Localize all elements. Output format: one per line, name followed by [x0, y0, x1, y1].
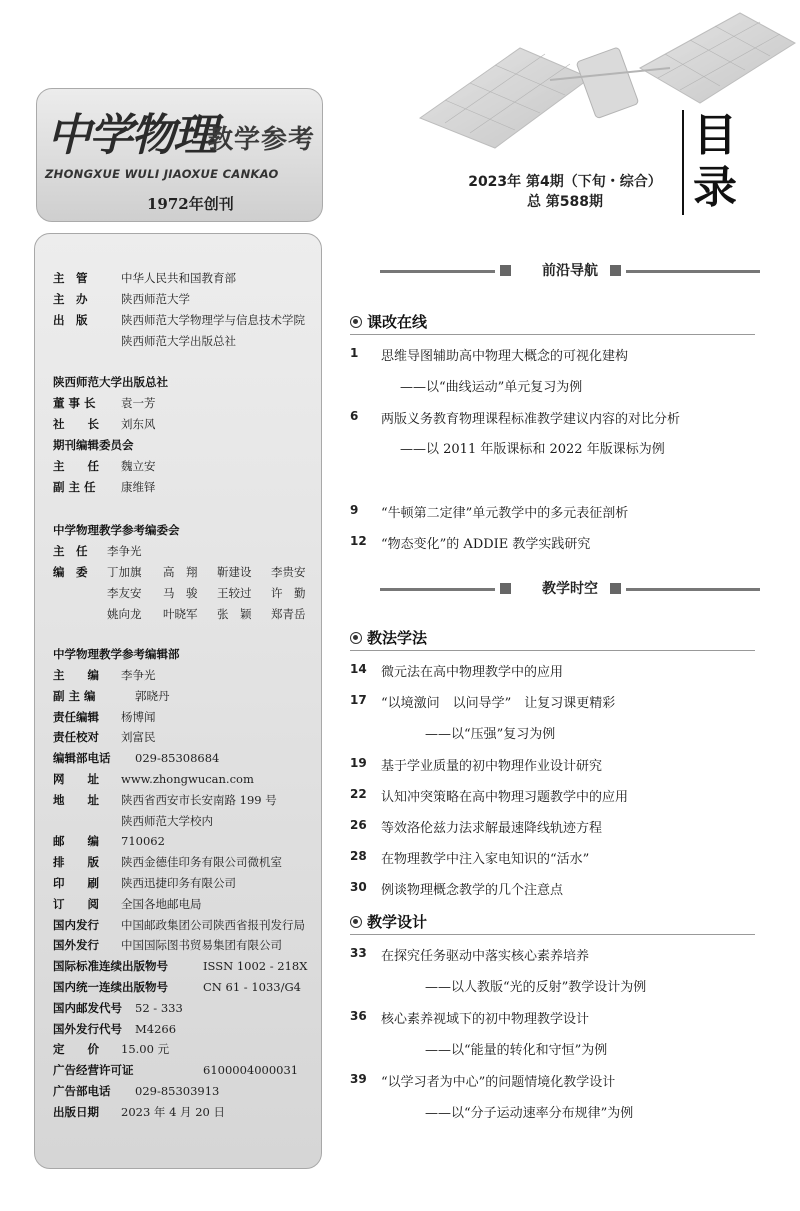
- article-title: 等效洛伦兹力法求解最速降线轨迹方程: [381, 821, 603, 836]
- issue-line-2: 总 第588期: [526, 194, 604, 210]
- article-title: “物态变化”的 ADDIE 教学实践研究: [381, 537, 591, 552]
- colophon-value: 陕西省西安市长安南路 199 号: [121, 792, 277, 807]
- colophon-key: 出 版: [53, 313, 88, 327]
- colophon-key: 广告经营许可证: [53, 1063, 134, 1078]
- colophon-row: [53, 1041, 170, 1057]
- page-number: 1: [350, 346, 359, 360]
- colophon-row: [53, 458, 156, 474]
- colophon-key: 副 主 任: [53, 480, 96, 494]
- colophon-row: [53, 416, 156, 432]
- colophon-key: 社 长: [53, 417, 99, 431]
- article-subtitle: ——以“压强”复习为例: [425, 727, 556, 742]
- banner-teaching: [380, 578, 760, 600]
- colophon-value: 15.00 元: [121, 1042, 170, 1057]
- colophon-key: 网 址: [53, 772, 99, 786]
- article-subtitle: ——以“能量的转化和守恒”为例: [425, 1043, 608, 1058]
- colophon-key: 主 办: [53, 292, 88, 306]
- colophon-row: [53, 792, 277, 808]
- colophon-key: 国内邮发代号: [53, 1000, 122, 1015]
- section-rule: [350, 934, 755, 935]
- article-subtitle: ——以 2011 年版课标和 2022 年版课标为例: [400, 442, 665, 457]
- colophon-value: M4266: [135, 1021, 177, 1036]
- colophon-key: 国内统一连续出版物号: [53, 980, 168, 994]
- colophon-key: 国外发行代号: [53, 1021, 122, 1036]
- logo-main-title: 中学物理: [47, 110, 215, 161]
- colophon-row: [53, 1021, 177, 1037]
- page-number: 26: [350, 818, 367, 832]
- colophon-value: 康维铎: [121, 480, 156, 494]
- banner-rule-right: [626, 270, 760, 273]
- colophon-key: 国外发行: [53, 938, 99, 953]
- colophon-value: CN 61 - 1033/G4: [203, 980, 301, 994]
- section-rule: [350, 650, 755, 651]
- page-number: 17: [350, 693, 367, 707]
- colophon-key: 广告部电话: [53, 1084, 111, 1098]
- board-member: 李友安: [107, 586, 142, 600]
- colophon-key: 主 任: [53, 544, 88, 558]
- colophon-row: [53, 896, 202, 912]
- banner-square: [610, 583, 621, 594]
- page-number: 9: [350, 503, 359, 517]
- toc-divider: [682, 110, 684, 215]
- colophon-value: 郭晓丹: [135, 688, 170, 703]
- colophon-value: 52 - 333: [135, 1000, 183, 1015]
- section-title: 教学设计: [367, 913, 428, 931]
- colophon-key: 国内发行: [53, 917, 99, 932]
- section-title: 课改在线: [367, 313, 428, 331]
- colophon-value: 陕西师范大学物理学与信息技术学院: [121, 313, 305, 327]
- colophon-row: [53, 1000, 183, 1016]
- colophon-value: 陕西师范大学校内: [121, 813, 213, 828]
- article-title: 在探究任务驱动中落实核心素养培养: [381, 949, 590, 964]
- colophon-panel: [34, 233, 322, 1169]
- section-heading: [350, 627, 427, 648]
- colophon-key: 排 版: [53, 855, 99, 870]
- colophon-value: 陕西师范大学: [121, 292, 190, 306]
- colophon-value: 刘东风: [121, 417, 156, 431]
- article-title: 在物理教学中注入家电知识的“活水”: [381, 852, 590, 867]
- article-subtitle: ——以“分子运动速率分布规律”为例: [425, 1106, 634, 1121]
- colophon-key: 编辑部电话: [53, 751, 111, 766]
- colophon-key: 地 址: [53, 792, 99, 807]
- colophon-row: [53, 688, 170, 704]
- colophon-row: [53, 1083, 220, 1099]
- page-number: 28: [350, 849, 367, 863]
- board-member: 叶晓军: [163, 607, 198, 621]
- colophon-value: 029-85308684: [135, 751, 220, 766]
- colophon-row: [53, 667, 156, 683]
- section-heading: [350, 911, 427, 932]
- colophon-row: [53, 875, 236, 891]
- colophon-value: www.zhongwucan.com: [121, 772, 254, 786]
- colophon-row: [53, 771, 254, 787]
- article-title: 两版义务教育物理课程标准教学建议内容的对比分析: [381, 412, 681, 427]
- article-subtitle: ——以人教版“光的反射”教学设计为例: [425, 980, 647, 995]
- banner-title: 前沿导航: [542, 263, 598, 279]
- page-number: 39: [350, 1072, 367, 1086]
- colophon-row: [53, 1062, 299, 1078]
- section-title: 教法学法: [367, 629, 428, 647]
- board-member: 许 勤: [271, 586, 306, 600]
- target-icon: [350, 316, 362, 328]
- colophon-key: 责任编辑: [53, 709, 99, 724]
- article-title: 基于学业质量的初中物理作业设计研究: [381, 759, 603, 774]
- page-number: 6: [350, 409, 359, 423]
- colophon-key: 定 价: [53, 1042, 99, 1057]
- colophon-row: [53, 312, 305, 328]
- colophon-value: 陕西迅捷印务有限公司: [121, 876, 236, 890]
- article-title: “以境激问 以问导学” 让复习课更精彩: [381, 696, 616, 711]
- banner-frontier: [380, 260, 760, 282]
- colophon-value: 6100004000031: [203, 1063, 299, 1078]
- colophon-value: 李争光: [107, 544, 142, 558]
- board-member: 张 颖: [217, 607, 252, 621]
- colophon-value: 魏立安: [121, 459, 156, 473]
- colophon-row: [53, 937, 282, 953]
- colophon-key: 邮 编: [53, 834, 99, 849]
- banner-square: [610, 265, 621, 276]
- colophon-key: 印 刷: [53, 876, 99, 890]
- logo-pinyin: ZHONGXUE WULI JIAOXUE CANKAO: [45, 167, 279, 181]
- logo-subtitle: 教学参考: [207, 125, 316, 155]
- page-number: 19: [350, 756, 367, 770]
- colophon-value: 袁一芳: [121, 396, 156, 410]
- colophon-key: 编 委: [53, 565, 88, 579]
- colophon-row: [53, 291, 190, 307]
- colophon-row: [53, 709, 156, 725]
- article-title: 微元法在高中物理教学中的应用: [381, 665, 564, 680]
- colophon-row: [53, 479, 156, 495]
- colophon-value: 李争光: [121, 668, 156, 682]
- article-title: 核心素养视域下的初中物理教学设计: [381, 1012, 590, 1027]
- colophon-key: 订 阅: [53, 896, 99, 911]
- colophon-value: 刘富民: [121, 730, 156, 745]
- board-member: 丁加旗: [107, 565, 142, 579]
- article-subtitle: ——以“曲线运动”单元复习为例: [400, 380, 583, 395]
- colophon-row: [53, 917, 305, 933]
- colophon-row: [53, 854, 282, 870]
- colophon-row: [53, 1104, 225, 1120]
- colophon-row: [53, 270, 236, 286]
- article-title: 例谈物理概念教学的几个注意点: [381, 883, 564, 898]
- colophon-row: [53, 833, 165, 849]
- founded-year: 1972年创刊: [147, 195, 234, 213]
- page-number: 33: [350, 946, 367, 960]
- page-number: 12: [350, 534, 367, 548]
- board-member: 高 翔: [163, 565, 198, 579]
- colophon-value: 全国各地邮电局: [121, 896, 202, 911]
- colophon-value: 陕西金德佳印务有限公司微机室: [121, 855, 282, 870]
- colophon-value: 710062: [121, 834, 165, 849]
- committee-heading: 期刊编辑委员会: [53, 438, 134, 452]
- article-title: “以学习者为中心”的问题情境化教学设计: [381, 1075, 616, 1090]
- page-number: 14: [350, 662, 367, 676]
- colophon-row: [53, 729, 156, 745]
- colophon-row: [53, 543, 142, 559]
- section-heading: [350, 311, 427, 332]
- target-icon: [350, 632, 362, 644]
- colophon-key: 副 主 编: [53, 688, 96, 703]
- board-member: 靳建设: [217, 565, 252, 579]
- board-members-row: [53, 564, 306, 580]
- colophon-key: 主 管: [53, 271, 88, 285]
- colophon-row: [53, 395, 156, 411]
- press-heading: 陕西师范大学出版总社: [53, 375, 168, 389]
- board-member: 王较过: [217, 586, 252, 600]
- colophon-row: [53, 750, 220, 766]
- colophon-value: 中国国际图书贸易集团有限公司: [121, 938, 282, 953]
- colophon-key: 责任校对: [53, 730, 99, 745]
- issue-info: [460, 172, 670, 212]
- colophon-value: 2023 年 4 月 20 日: [121, 1104, 225, 1119]
- dept-heading: 中学物理教学参考编辑部: [53, 647, 180, 661]
- colophon-value: 中国邮政集团公司陕西省报刊发行局: [121, 917, 305, 932]
- colophon-key: 主 编: [53, 668, 99, 682]
- colophon-key: 国际标准连续出版物号: [53, 959, 168, 974]
- colophon-key: 董 事 长: [53, 396, 96, 410]
- masthead-logo-box: [36, 88, 323, 222]
- target-icon: [350, 916, 362, 928]
- satellite-illustration: [400, 8, 800, 158]
- article-title: 认知冲突策略在高中物理习题教学中的应用: [381, 790, 629, 805]
- board-member: 马 骏: [163, 586, 198, 600]
- board-member: 郑青岳: [271, 607, 306, 621]
- toc-title-text: 目录: [693, 110, 737, 213]
- colophon-row: [53, 958, 308, 974]
- page-number: 30: [350, 880, 367, 894]
- board-heading: 中学物理教学参考编委会: [53, 523, 180, 537]
- toc-title: [690, 110, 740, 214]
- board-member: 姚向龙: [107, 607, 142, 621]
- issue-line-1: 2023年 第4期（下旬・综合）: [468, 174, 662, 190]
- colophon-value: ISSN 1002 - 218X: [203, 959, 308, 974]
- colophon-value: 陕西师范大学出版总社: [121, 334, 236, 348]
- colophon-value: 中华人民共和国教育部: [121, 271, 236, 285]
- colophon-row: [53, 979, 301, 995]
- board-member: 李贵安: [271, 565, 306, 579]
- colophon-key: 出版日期: [53, 1104, 99, 1119]
- section-rule: [350, 334, 755, 335]
- article-title: 思维导图辅助高中物理大概念的可视化建构: [381, 349, 629, 364]
- banner-title: 教学时空: [542, 581, 598, 597]
- page-number: 36: [350, 1009, 367, 1023]
- banner-rule-right: [626, 588, 760, 591]
- article-title: “牛顿第二定律”单元教学中的多元表征剖析: [381, 506, 629, 521]
- page-number: 22: [350, 787, 367, 801]
- colophon-value: 029-85303913: [135, 1084, 220, 1098]
- colophon-key: 主 任: [53, 459, 99, 473]
- colophon-value: 杨博闻: [121, 709, 156, 724]
